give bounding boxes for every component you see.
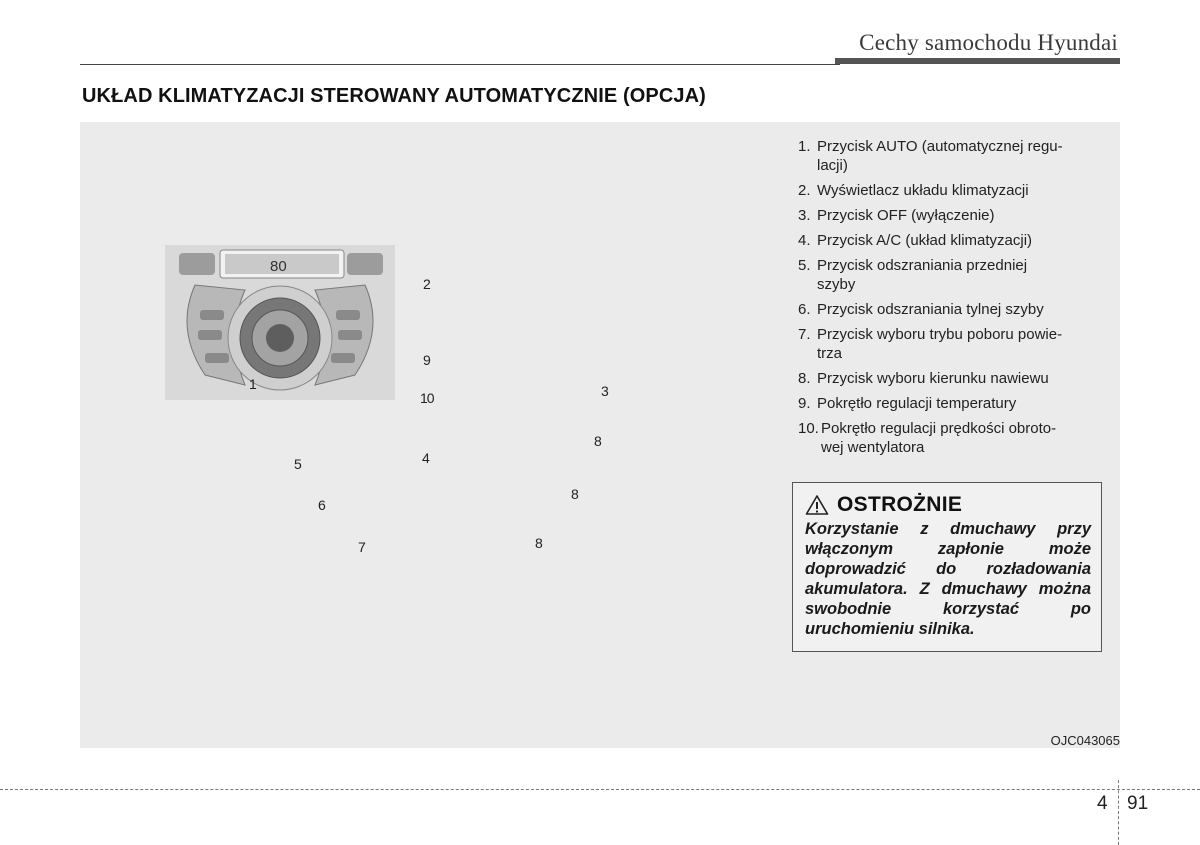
- climate-control-photo: [165, 245, 395, 400]
- auto-button: [266, 324, 294, 352]
- left-btn-3: [205, 353, 229, 363]
- legend-item: 3. Przycisk OFF (wyłączenie): [798, 207, 995, 224]
- right-btn-3: [331, 353, 355, 363]
- legend-item: 6. Przycisk odszraniania tylnej szyby: [798, 301, 1044, 318]
- callout-7: 7: [358, 539, 366, 555]
- callout-8a: 8: [594, 433, 602, 449]
- callout-1: 1: [249, 376, 257, 392]
- legend-item: 2. Wyświetlacz układu klimatyzacji: [798, 182, 1029, 199]
- callout-10: 10: [420, 390, 434, 406]
- display-readout: 80: [270, 258, 287, 275]
- page-number: 91: [1127, 793, 1149, 814]
- legend-item: 10. Pokrętło regulacji prędkości obroto- wej wentylatora: [798, 420, 1057, 456]
- component-legend: [798, 137, 1088, 463]
- footer-vertical-divider: [1118, 780, 1119, 845]
- legend-item: 8. Przycisk wyboru kierunku nawiewu: [798, 370, 1049, 387]
- callout-8c: 8: [535, 535, 543, 551]
- warning-triangle-icon: [805, 494, 829, 516]
- left-btn-2: [198, 330, 222, 340]
- callout-3: 3: [601, 383, 609, 399]
- section-heading: UKŁAD KLIMATYZACJI STEROWANY AUTOMATYCZNIE (OPCJA): [82, 85, 706, 107]
- left-btn-1: [200, 310, 224, 320]
- callout-2: 2: [423, 276, 431, 292]
- chapter-number: 4: [1097, 793, 1108, 814]
- page-header-title: Cechy samochodu Hyundai: [859, 30, 1118, 55]
- header-divider: [80, 64, 840, 65]
- caution-box: [792, 482, 1102, 652]
- right-btn-2: [338, 330, 362, 340]
- callout-9: 9: [423, 352, 431, 368]
- right-btn-1: [336, 310, 360, 320]
- footer-divider: [0, 789, 1200, 790]
- image-code: OJC043065: [1050, 733, 1120, 748]
- callout-4: 4: [422, 450, 430, 466]
- callout-8b: 8: [571, 486, 579, 502]
- header-accent-bar: [835, 58, 1120, 64]
- legend-item: 1. Przycisk AUTO (automatycznej regu- lacji): [798, 138, 1063, 174]
- legend-item: 4. Przycisk A/C (układ klimatyzacji): [798, 232, 1033, 249]
- callout-5: 5: [294, 456, 302, 472]
- legend-item: 7. Przycisk wyboru trybu poboru powie- trza: [798, 326, 1063, 362]
- caution-title: OSTROŻNIE: [837, 493, 963, 516]
- legend-item: 9. Pokrętło regulacji temperatury: [798, 395, 1017, 412]
- caution-text: Korzystanie z dmuchawy przy włączonym zapłonie może doprowadzić do rozładowania akumulatora. Z dmuchawy można swobodnie korzystać po uruchomieniu silnika.: [805, 520, 1091, 638]
- callout-6: 6: [318, 497, 326, 513]
- legend-item: 5. Przycisk odszraniania przedniej szyby: [798, 257, 1028, 293]
- top-right-button: [347, 253, 383, 275]
- top-left-button: [179, 253, 215, 275]
